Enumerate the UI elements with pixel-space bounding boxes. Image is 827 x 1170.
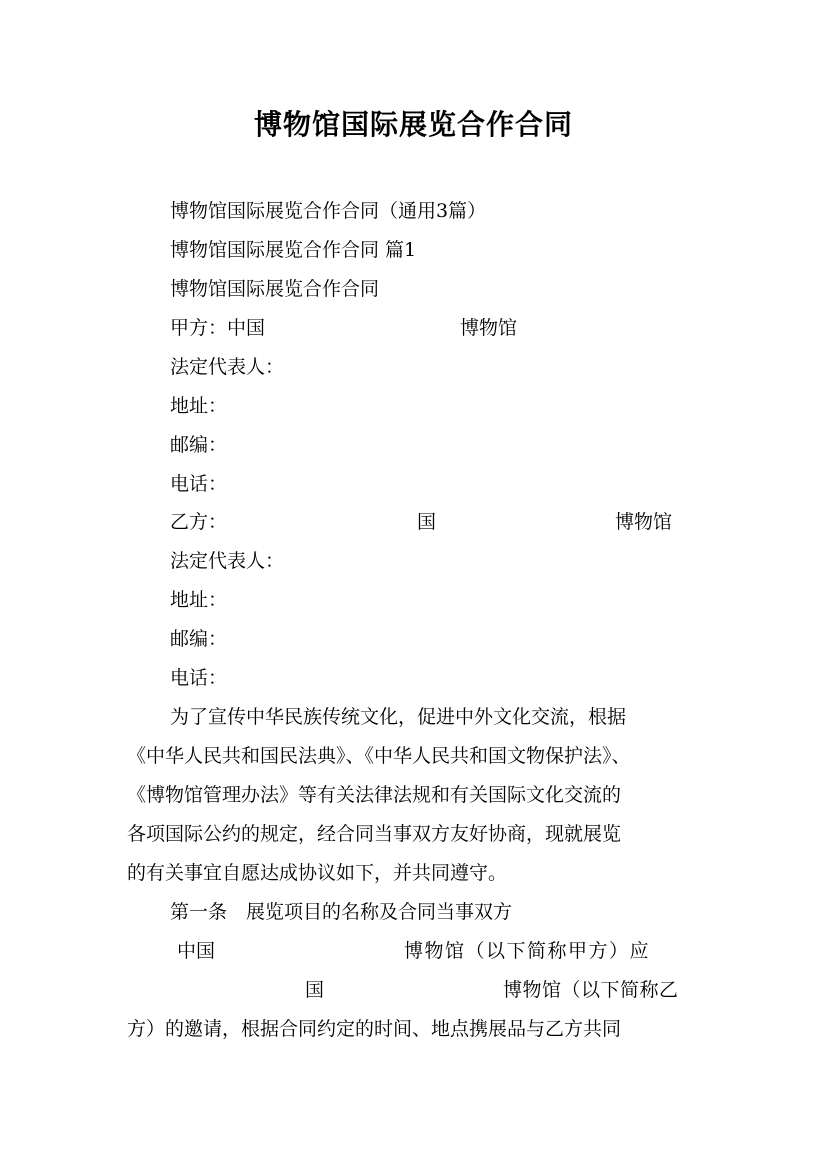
contract-name: 博物馆国际展览合作合同 xyxy=(170,278,380,300)
party-a-postcode: 邮编： xyxy=(170,434,228,456)
preamble-line-1: 为了宣传中华民族传统文化，促进中外文化交流，根据 xyxy=(170,706,627,728)
article-1-line-1b: 博物馆（以下简称甲方）应 xyxy=(404,940,651,962)
party-b-country: 国 xyxy=(417,511,437,533)
party-a-address: 地址： xyxy=(170,395,228,417)
article-1-line-1a: 中国 xyxy=(177,940,216,962)
party-a-legal-rep: 法定代表人： xyxy=(170,356,285,378)
article-1-line-2a: 国 xyxy=(305,979,325,1001)
preamble-line-3: 《博物馆管理办法》等有关法律法规和有关国际文化交流的 xyxy=(127,784,622,806)
party-a-label: 甲方：中国 xyxy=(170,317,266,339)
article-1-line-2b: 博物馆（以下简称乙 xyxy=(503,979,679,1001)
part-heading: 博物馆国际展览合作合同 篇1 xyxy=(170,239,417,261)
party-b-legal-rep: 法定代表人： xyxy=(170,550,285,572)
preamble-line-2: 《中华人民共和国民法典》、《中华人民共和国文物保护法》、 xyxy=(127,745,631,767)
party-b-label: 乙方： xyxy=(170,511,228,533)
party-b-postcode: 邮编： xyxy=(170,628,228,650)
document-title: 博物馆国际展览合作合同 xyxy=(253,108,573,141)
preamble-line-5: 的有关事宜自愿达成协议如下，并共同遵守。 xyxy=(127,862,508,884)
article-1-line-3: 方）的邀请，根据合同约定的时间、地点携展品与乙方共同 xyxy=(127,1018,622,1040)
subtitle: 博物馆国际展览合作合同（通用3篇） xyxy=(170,200,487,222)
party-b-suffix: 博物馆 xyxy=(615,511,673,533)
party-a-phone: 电话： xyxy=(170,473,228,495)
article-1-heading: 第一条 展览项目的名称及合同当事双方 xyxy=(170,901,513,923)
party-a-suffix: 博物馆 xyxy=(460,317,518,339)
preamble-line-4: 各项国际公约的规定，经合同当事双方友好协商，现就展览 xyxy=(127,823,622,845)
party-b-address: 地址： xyxy=(170,589,228,611)
party-b-phone: 电话： xyxy=(170,667,228,689)
